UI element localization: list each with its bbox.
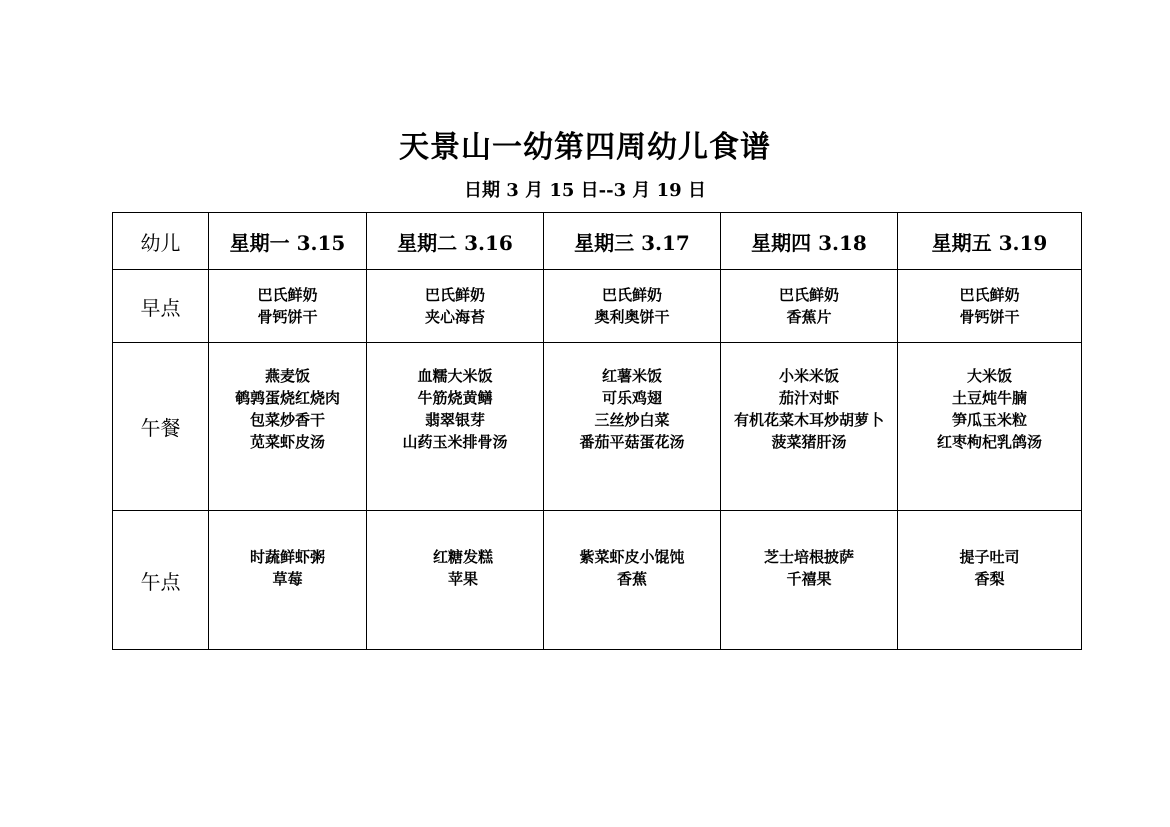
menu-cell: [898, 343, 1082, 511]
menu-item: 苋菜虾皮汤: [249, 433, 325, 451]
menu-item: 紫菜虾皮小馄饨: [579, 548, 685, 566]
menu-item: 翡翠银芽: [424, 411, 485, 429]
menu-cell: [209, 270, 367, 343]
menu-item: 山药玉米排骨汤: [402, 433, 508, 451]
snack-row: [113, 511, 1082, 650]
menu-item: 包菜炒香干: [249, 411, 325, 429]
meal-label: 午点: [113, 511, 209, 650]
menu-item: 红薯米饭: [601, 367, 662, 385]
menu-cell: [544, 343, 721, 511]
day-header: 星期一 3.15: [209, 213, 367, 270]
menu-item: 大米饭: [966, 367, 1012, 385]
menu-item: 巴氏鲜奶: [778, 286, 839, 304]
menu-item: 草莓: [272, 570, 303, 588]
menu-item: 三丝炒白菜: [594, 411, 670, 429]
day-header: 星期五 3.19: [898, 213, 1082, 270]
menu-cell: [898, 270, 1082, 343]
menu-item: 红枣枸杞乳鸽汤: [936, 433, 1042, 451]
meal-label: 午餐: [113, 343, 209, 511]
menu-cell: [209, 511, 367, 650]
menu-item: 时蔬鲜虾粥: [249, 548, 325, 566]
menu-item: 可乐鸡翅: [601, 389, 662, 407]
menu-item: 香蕉片: [786, 308, 832, 326]
day-header: 星期三 3.17: [544, 213, 721, 270]
menu-item: 巴氏鲜奶: [959, 286, 1020, 304]
menu-item: 骨钙饼干: [257, 308, 318, 326]
menu-item: 鹌鹑蛋烧红烧肉: [234, 389, 340, 407]
menu-item: 巴氏鲜奶: [601, 286, 662, 304]
menu-item: 笋瓜玉米粒: [951, 411, 1027, 429]
menu-item: 巴氏鲜奶: [257, 286, 318, 304]
menu-cell: [544, 270, 721, 343]
day-header: 星期二 3.16: [367, 213, 544, 270]
menu-cell: [544, 511, 721, 650]
corner-header: 幼儿: [113, 213, 209, 270]
menu-cell: [367, 511, 544, 650]
menu-item: 牛筋烧黄鳝: [417, 389, 493, 407]
menu-item: 番茄平菇蛋花汤: [579, 433, 685, 451]
menu-cell: [721, 270, 898, 343]
menu-item: 小米米饭: [778, 367, 839, 385]
menu-item: 有机花菜木耳炒胡萝卜: [733, 411, 884, 429]
menu-item: 燕麦饭: [264, 367, 310, 385]
menu-item: 茄汁对虾: [778, 389, 839, 407]
page-title: 天景山一幼第四周幼儿食谱: [399, 130, 771, 165]
menu-item: 菠菜猪肝汤: [771, 433, 847, 451]
menu-item: 骨钙饼干: [959, 308, 1020, 326]
date-range: 日期 3 月 15 日--3 月 19 日: [464, 180, 706, 201]
menu-item: 香蕉: [616, 570, 647, 588]
menu-table: [112, 212, 1082, 650]
menu-cell: [367, 270, 544, 343]
menu-item: 芝士培根披萨: [763, 548, 854, 566]
menu-cell: [898, 511, 1082, 650]
menu-item: 巴氏鲜奶: [424, 286, 485, 304]
menu-item: 提子吐司: [959, 548, 1020, 566]
menu-item: 千禧果: [786, 570, 832, 588]
breakfast-row: [113, 270, 1082, 343]
menu-item: 夹心海苔: [424, 308, 485, 326]
lunch-row: [113, 343, 1082, 511]
table-header-row: [113, 213, 1082, 270]
menu-item: 土豆炖牛腩: [951, 389, 1027, 407]
meal-label: 早点: [113, 270, 209, 343]
menu-item: 奥利奥饼干: [594, 308, 670, 326]
menu-cell: [367, 343, 544, 511]
menu-item: 苹果: [447, 570, 478, 588]
menu-cell: [721, 343, 898, 511]
menu-item: 血糯大米饭: [417, 367, 493, 385]
menu-cell: [721, 511, 898, 650]
day-header: 星期四 3.18: [721, 213, 898, 270]
menu-item: 香梨: [974, 570, 1005, 588]
menu-item: 红糖发糕: [432, 548, 493, 566]
menu-cell: [209, 343, 367, 511]
